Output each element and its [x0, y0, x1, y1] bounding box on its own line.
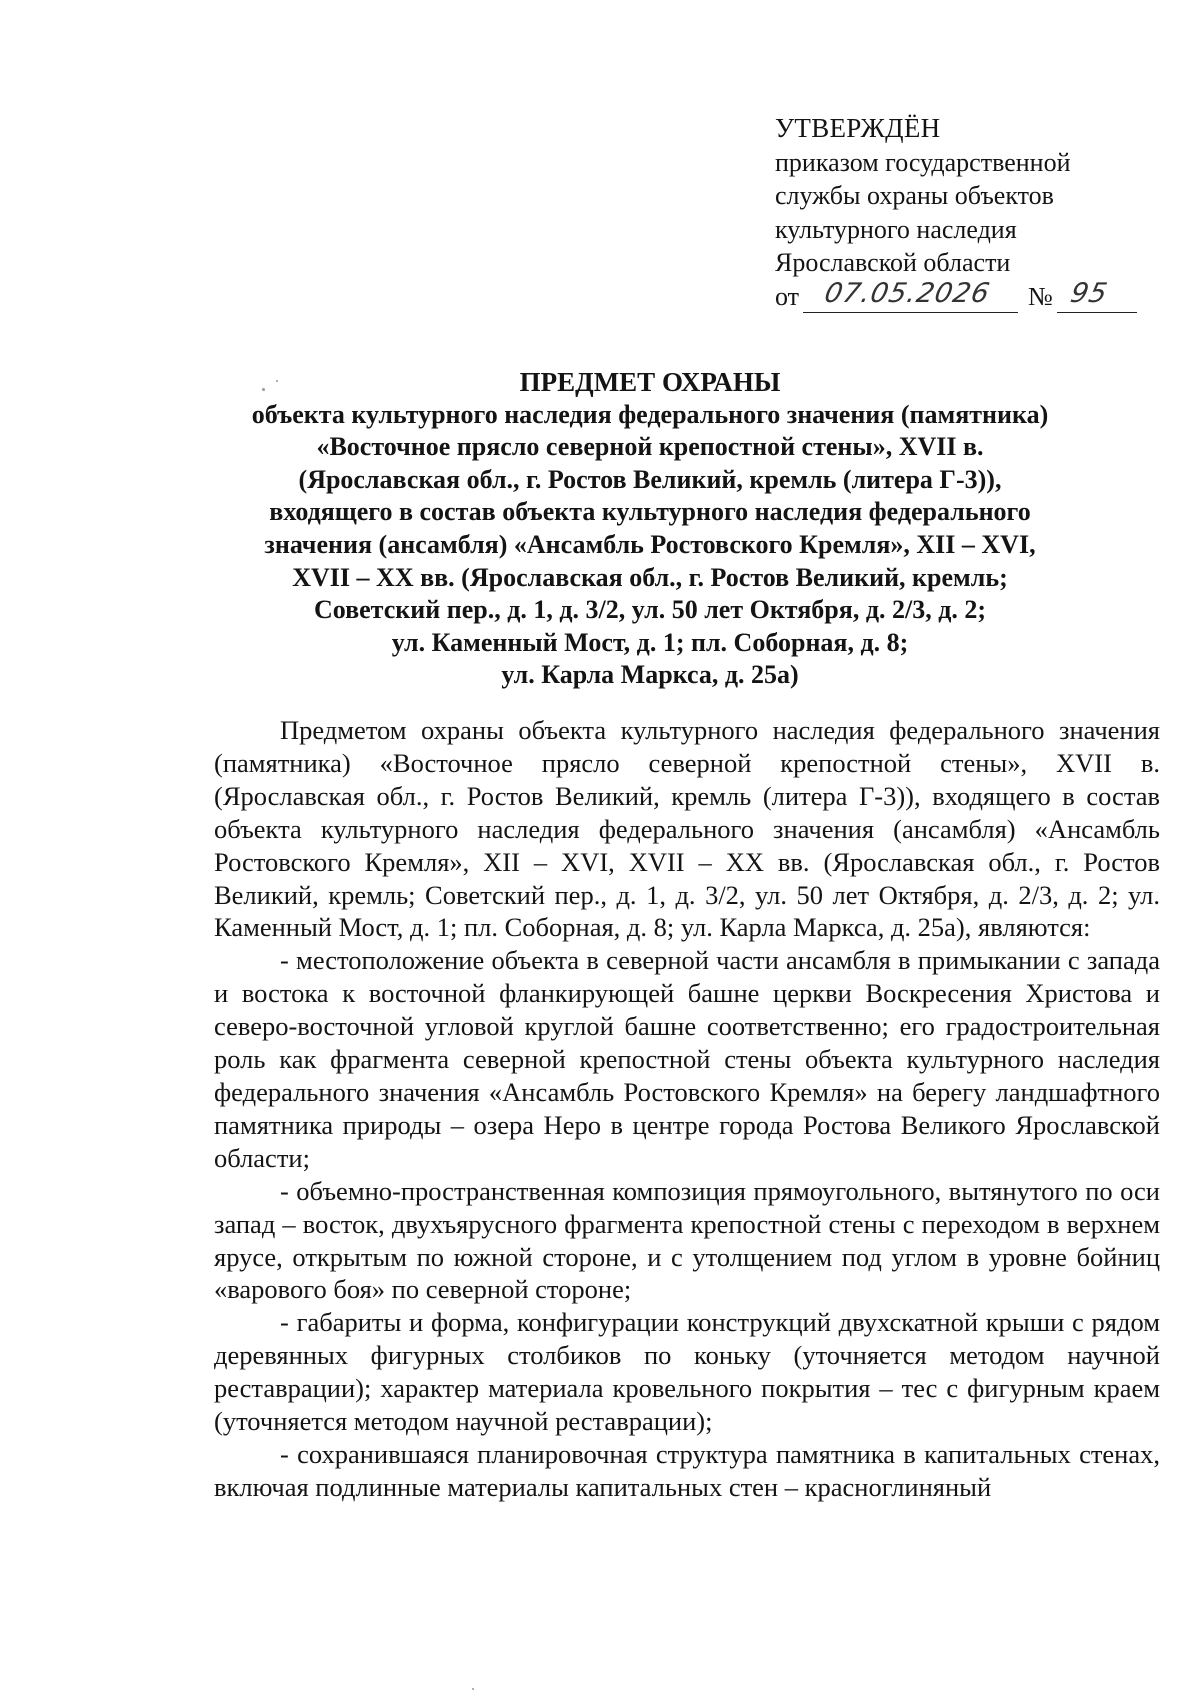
title-line: Советский пер., д. 1, д. 3/2, ул. 50 лет Октября, д. 2/3, д. 2; [313, 595, 987, 625]
date-field [803, 277, 1018, 313]
approval-block [775, 112, 1155, 313]
list-item-structure: - сохранившаяся планировочная структура памятника в капитальных стенах, включая подлинные материалы капитальных стен – красноглиняный [214, 1438, 1160, 1502]
title-line: ул. Каменный Мост, д. 1; пл. Соборная, д. 8; [391, 627, 909, 657]
scan-speck [262, 388, 265, 391]
document-body [214, 714, 1160, 1504]
handwritten-number: 95 [1067, 277, 1111, 309]
scan-speck [276, 380, 278, 382]
approval-line: Ярославской области [775, 248, 1011, 277]
list-item-roof: - габариты и форма, конфигурации конструкций двухскатной крыши с рядом деревянных фигурных столбиков по коньку (уточняется методом научной реставрации); характер материала кровельного покрытия – тес с фигурным краем (уточняется методом научной реставрации); [214, 1307, 1160, 1437]
handwritten-date: 07.05.2026 [821, 277, 993, 309]
list-item-composition: - объемно-пространственная композиция прямоугольного, вытянутого по оси запад – восток, двухъярусного фрагмента крепостной стены с переходом в верхнем ярусе, открытым по южной стороне, и с утолщением под углом в уровне бойниц «варового боя» по северной стороне; [214, 1175, 1160, 1305]
title-line: (Ярославская обл., г. Ростов Великий, кремль (литера Г-3)), [298, 464, 1002, 494]
approval-heading: УТВЕРЖДЁН [775, 113, 941, 143]
intro-paragraph: Предметом охраны объекта культурного наследия федерального значения (памятника) «Восточное прясло северной крепостной стены», XVII в. (Ярославская обл., г. Ростов Великий, кремль (литера Г-3)), входящего в состав объекта культурного наследия федерального значения (ансамбля) «Ансамбль Ростовского Кремля», XII – XVI, XVII – XX вв. (Ярославская обл., г. Ростов Великий, кремль; Советский пер., д. 1, д. 3/2, ул. 50 лет Октября, д. 2/3, д. 2; ул. Каменный Мост, д. 1; пл. Соборная, д. 8; ул. Карла Маркса, д. 25а), являются: [214, 715, 1160, 943]
list-item-location: - местоположение объекта в северной части ансамбля в примыкании с запада и востока к восточной фланкирующей башне церкви Воскресения Христова и северо-восточной угловой круглой башне соответственно; его градостроительная роль как фрагмента северной крепостной стены объекта культурного наследия федерального значения «Ансамбль Ростовского Кремля» на берегу ландшафтного памятника природы – озера Неро в центре города Ростова Великого Ярославской области; [214, 945, 1160, 1173]
approval-line: приказом государственной [775, 147, 1071, 177]
scan-speck [472, 1688, 474, 1690]
document-title [150, 366, 1150, 692]
number-field [1057, 277, 1137, 313]
title-line: ул. Карла Маркса, д. 25а) [501, 660, 799, 690]
title-line: входящего в состав объекта культурного наследия федерального [269, 497, 1031, 527]
title-main: ПРЕДМЕТ ОХРАНЫ [519, 367, 781, 397]
approval-line: культурного наследия [775, 214, 1017, 244]
approval-line: службы охраны объектов [775, 181, 1054, 210]
order-date-number-row [775, 277, 1155, 314]
title-line: объекта культурного наследия федерального значения (памятника) [251, 399, 1049, 429]
number-label: № [1028, 281, 1053, 311]
title-line: «Восточное прясло северной крепостной стены», XVII в. [316, 432, 984, 462]
title-line: значения (ансамбля) «Ансамбль Ростовского Кремля», XII – XVI, [264, 529, 1036, 559]
title-line: XVII – XX вв. (Ярославская обл., г. Ростов Великий, кремль; [292, 562, 1008, 592]
from-label: от [775, 281, 800, 311]
